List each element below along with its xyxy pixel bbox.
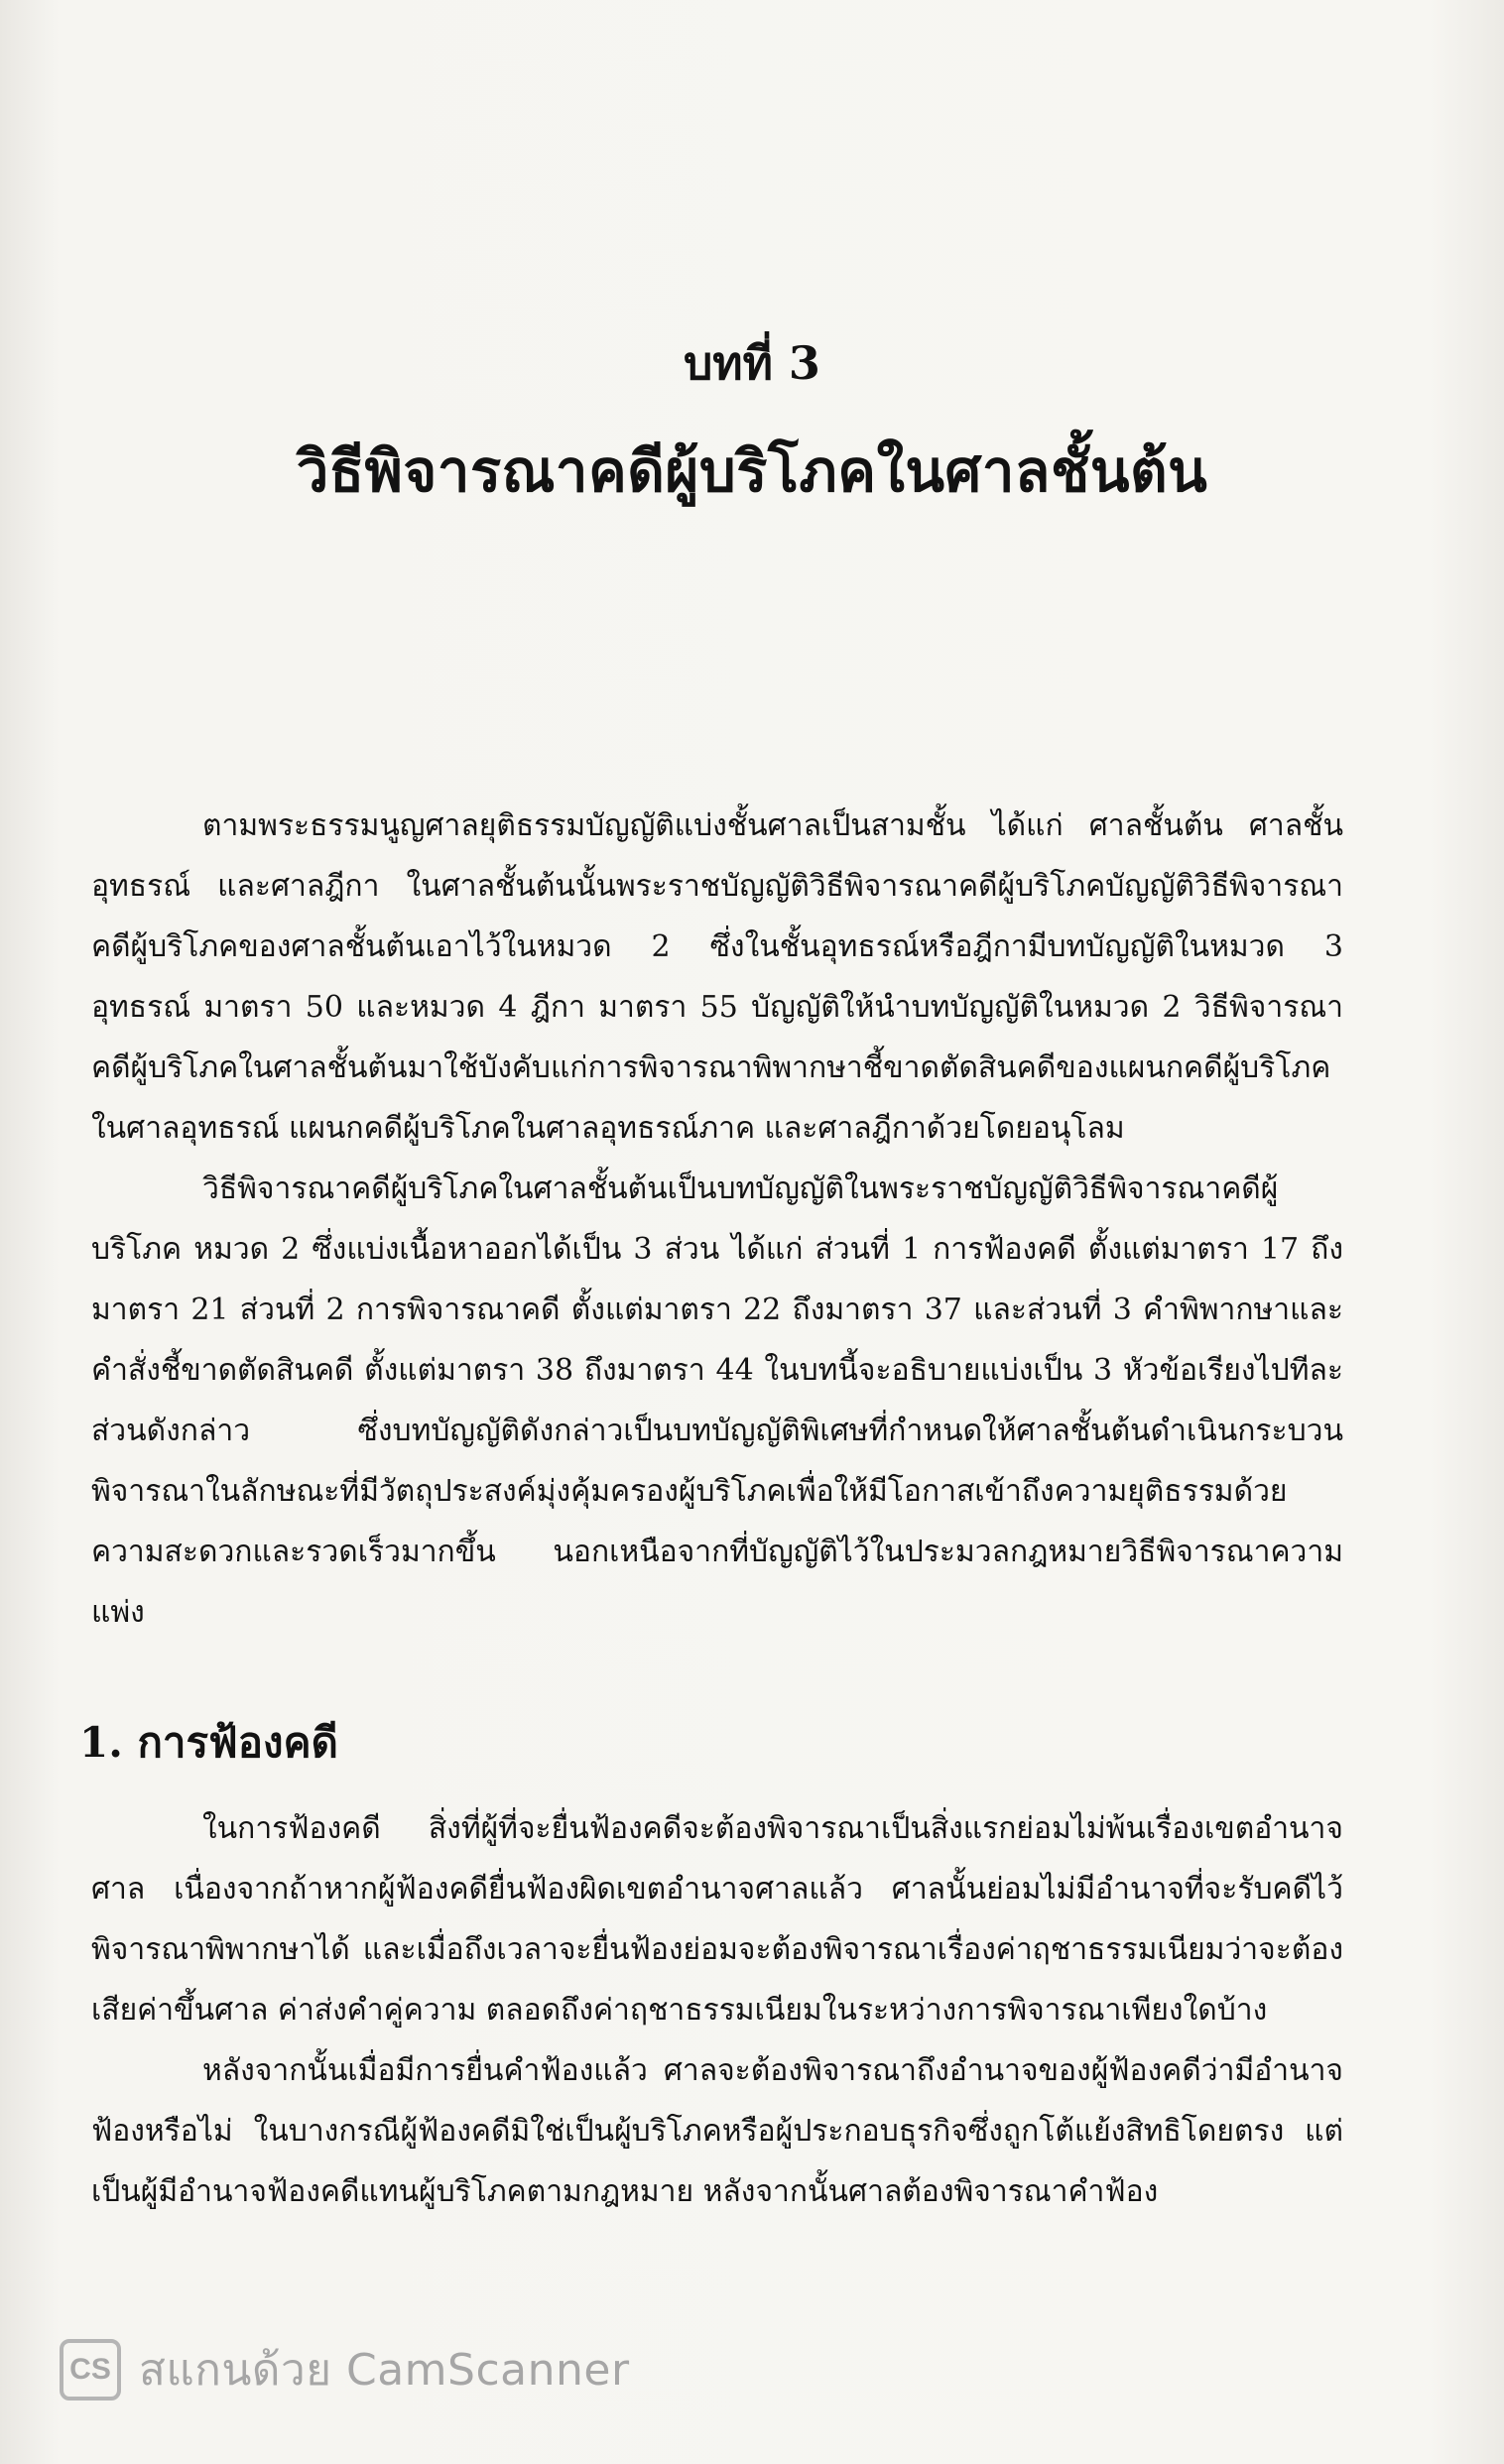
watermark-text: สแกนด้วย CamScanner xyxy=(139,2345,630,2396)
camscanner-watermark xyxy=(60,2339,630,2401)
section-text-block xyxy=(91,1798,1343,2222)
section-paragraph-1: ในการฟ้องคดี สิ่งที่ผู้ที่จะยื่นฟ้องคดีจะต้องพิจารณาเป็นสิ่งแรกย่อมไม่พ้นเรื่องเขตอำนาจศาล เนื่องจากถ้าหากผู้ฟ้องคดียื่นฟ้องผิดเขตอำนาจศาลแล้ว ศาลนั้นย่อมไม่มีอำนาจที่จะรับคดีไว้พิจารณาพิพากษาได้ และเมื่อถึงเวลาจะยื่นฟ้องย่อมจะต้องพิจารณาเรื่องค่าฤชาธรรมเนียมว่าจะต้องเสียค่าขึ้นศาล ค่าส่งคำคู่ความ ตลอดถึงค่าฤชาธรรมเนียมในระหว่างการพิจารณาเพียงใดบ้าง xyxy=(91,1811,1343,2028)
intro-paragraph-1: ตามพระธรรมนูญศาลยุติธรรมบัญญัติแบ่งชั้นศาลเป็นสามชั้น ได้แก่ ศาลชั้นต้น ศาลชั้นอุทธรณ์ และศาลฎีกา ในศาลชั้นต้นนั้นพระราชบัญญัติวิธีพิจารณาคดีผู้บริโภคบัญญัติวิธีพิจารณาคดีผู้บริโภคของศาลชั้นต้นเอาไว้ในหมวด 2 ซึ่งในชั้นอุทธรณ์หรือฎีกามีบทบัญญัติในหมวด 3 อุทธรณ์ มาตรา 50 และหมวด 4 ฎีกา มาตรา 55 บัญญัติให้นำบทบัญญัติในหมวด 2 วิธีพิจารณาคดีผู้บริโภคในศาลชั้นต้นมาใช้บังคับแก่การพิจารณาพิพากษาชี้ขาดตัดสินคดีของแผนกคดีผู้บริโภคในศาลอุทธรณ์ แผนกคดีผู้บริโภคในศาลอุทธรณ์ภาค และศาลฎีกาด้วยโดยอนุโลม xyxy=(91,808,1343,1146)
section-heading-filing: 1. การฟ้องคดี xyxy=(79,1718,338,1767)
intro-text-block xyxy=(91,796,1343,1643)
chapter-number: บทที่ 3 xyxy=(684,336,820,390)
chapter-title: วิธีพิจารณาคดีผู้บริโภคในศาลชั้นต้น xyxy=(296,437,1208,505)
camscanner-logo-icon: CS xyxy=(60,2339,121,2401)
intro-paragraph-2: วิธีพิจารณาคดีผู้บริโภคในศาลชั้นต้นเป็นบทบัญญัติในพระราชบัญญัติวิธีพิจารณาคดีผู้บริโภค หมวด 2 ซึ่งแบ่งเนื้อหาออกได้เป็น 3 ส่วน ได้แก่ ส่วนที่ 1 การฟ้องคดี ตั้งแต่มาตรา 17 ถึงมาตรา 21 ส่วนที่ 2 การพิจารณาคดี ตั้งแต่มาตรา 22 ถึงมาตรา 37 และส่วนที่ 3 คำพิพากษาและคำสั่งชี้ขาดตัดสินคดี ตั้งแต่มาตรา 38 ถึงมาตรา 44 ในบทนี้จะอธิบายแบ่งเป็น 3 หัวข้อเรียงไปทีละส่วนดังกล่าว ซึ่งบทบัญญัติดังกล่าวเป็นบทบัญญัติพิเศษที่กำหนดให้ศาลชั้นต้นดำเนินกระบวนพิจารณาในลักษณะที่มีวัตถุประสงค์มุ่งคุ้มครองผู้บริโภคเพื่อให้มีโอกาสเข้าถึงความยุติธรรมด้วยความสะดวกและรวดเร็วมากขึ้น นอกเหนือจากที่บัญญัติไว้ในประมวลกฎหมายวิธีพิจารณาความแพ่ง xyxy=(91,1171,1343,1630)
section-paragraph-2: หลังจากนั้นเมื่อมีการยื่นคำฟ้องแล้ว ศาลจะต้องพิจารณาถึงอำนาจของผู้ฟ้องคดีว่ามีอำนาจฟ้องหรือไม่ ในบางกรณีผู้ฟ้องคดีมิใช่เป็นผู้บริโภคหรือผู้ประกอบธุรกิจซึ่งถูกโต้แย้งสิทธิโดยตรง แต่เป็นผู้มีอำนาจฟ้องคดีแทนผู้บริโภคตามกฎหมาย หลังจากนั้นศาลต้องพิจารณาคำฟ้อง xyxy=(91,2053,1343,2209)
